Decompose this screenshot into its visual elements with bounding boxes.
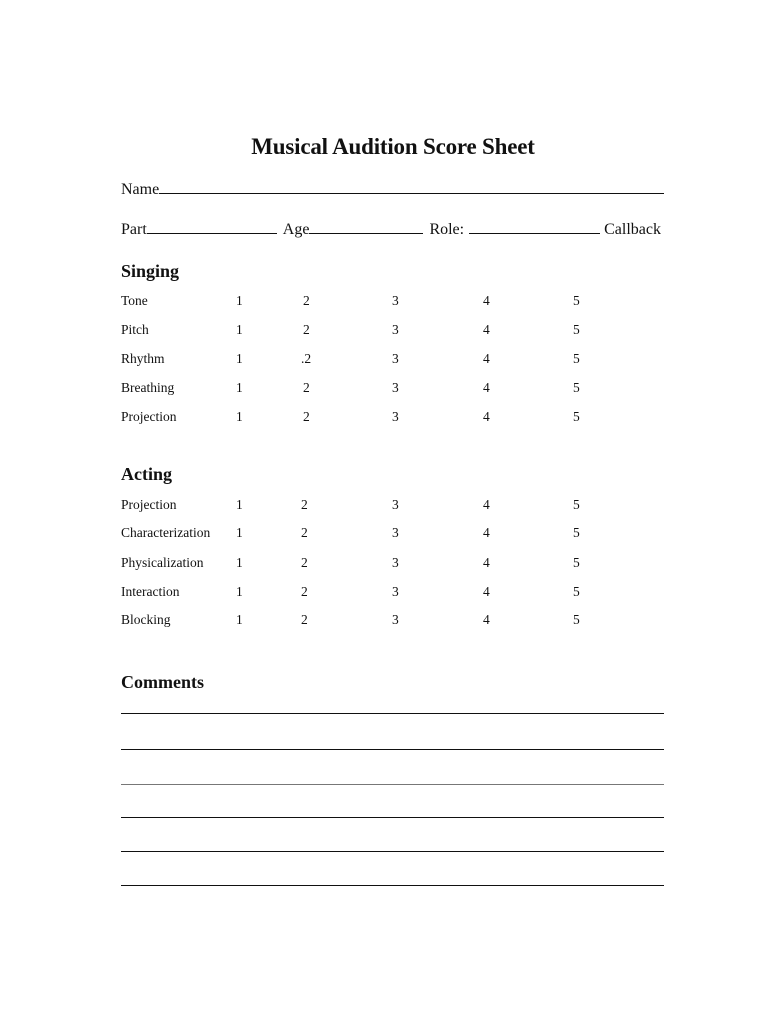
score-option[interactable]: 5	[573, 380, 580, 395]
score-option[interactable]: 3	[392, 497, 399, 512]
score-option[interactable]: 1	[236, 380, 243, 395]
score-option[interactable]: 2	[303, 380, 310, 395]
role-label: Role:	[429, 221, 465, 238]
score-option[interactable]: 4	[483, 380, 490, 395]
score-row	[121, 612, 591, 630]
criterion-label: Tone	[121, 293, 148, 308]
score-option[interactable]: 2	[301, 612, 308, 627]
score-option[interactable]: 5	[573, 555, 580, 570]
score-option[interactable]: 4	[483, 612, 490, 627]
criterion-label: Rhythm	[121, 351, 165, 366]
score-row	[121, 293, 591, 311]
criterion-label: Blocking	[121, 612, 171, 627]
score-option[interactable]: 2	[301, 555, 308, 570]
criterion-label: Interaction	[121, 584, 180, 599]
score-row	[121, 380, 591, 398]
age-blank-line[interactable]	[309, 232, 423, 234]
comment-line[interactable]	[121, 749, 664, 750]
score-option[interactable]: 2	[301, 525, 308, 540]
criterion-label: Pitch	[121, 322, 149, 337]
section-heading-acting: Acting	[121, 464, 172, 484]
comment-line[interactable]	[121, 851, 664, 852]
score-option[interactable]: 1	[236, 409, 243, 424]
score-option[interactable]: 2	[303, 293, 310, 308]
score-option[interactable]: 1	[236, 351, 243, 366]
score-option[interactable]: 5	[573, 409, 580, 424]
score-option[interactable]: 3	[392, 293, 399, 308]
score-option[interactable]: 5	[573, 322, 580, 337]
score-option[interactable]: 5	[573, 612, 580, 627]
comment-line[interactable]	[121, 713, 664, 714]
score-option[interactable]: 1	[236, 322, 243, 337]
part-age-role-row	[121, 221, 664, 239]
score-option[interactable]: 4	[483, 409, 490, 424]
criterion-label: Breathing	[121, 380, 175, 395]
score-row	[121, 525, 591, 543]
score-option[interactable]: 3	[392, 322, 399, 337]
score-option[interactable]: 3	[392, 380, 399, 395]
score-option[interactable]: 4	[483, 584, 490, 599]
score-option[interactable]: 2	[301, 497, 308, 512]
section-heading-comments: Comments	[121, 672, 204, 692]
criterion-label: Characterization	[121, 525, 211, 540]
score-option[interactable]: 5	[573, 351, 580, 366]
score-row	[121, 322, 591, 340]
score-option[interactable]: 1	[236, 555, 243, 570]
score-row	[121, 351, 591, 369]
score-option[interactable]: 2	[301, 584, 308, 599]
score-option[interactable]: 4	[483, 497, 490, 512]
score-option[interactable]: 4	[483, 322, 490, 337]
part-blank-line[interactable]	[147, 232, 277, 234]
score-option[interactable]: 5	[573, 497, 580, 512]
age-label: Age	[282, 221, 310, 238]
score-option[interactable]: 3	[392, 525, 399, 540]
section-heading-singing: Singing	[121, 261, 180, 281]
score-option[interactable]: 4	[483, 525, 490, 540]
score-option[interactable]: 3	[392, 409, 399, 424]
comment-line[interactable]	[121, 784, 664, 785]
criterion-label: Projection	[121, 497, 177, 512]
score-row	[121, 555, 591, 573]
role-blank-line[interactable]	[469, 232, 600, 234]
name-label: Name	[121, 181, 160, 198]
score-option[interactable]: 5	[573, 525, 580, 540]
page-title: Musical Audition Score Sheet	[251, 134, 535, 159]
score-option[interactable]: 5	[573, 293, 580, 308]
score-option[interactable]: 3	[392, 351, 399, 366]
score-option[interactable]: 3	[392, 555, 399, 570]
score-option[interactable]: 4	[483, 351, 490, 366]
score-option[interactable]: .2	[301, 351, 312, 366]
score-option[interactable]: 1	[236, 584, 243, 599]
name-field-row	[121, 181, 664, 199]
callback-label: Callback	[604, 221, 661, 238]
score-option[interactable]: 3	[392, 584, 399, 599]
criterion-label: Physicalization	[121, 555, 204, 570]
score-option[interactable]: 4	[483, 293, 490, 308]
score-row	[121, 497, 591, 515]
score-option[interactable]: 1	[236, 497, 243, 512]
score-option[interactable]: 1	[236, 293, 243, 308]
score-option[interactable]: 2	[303, 322, 310, 337]
score-row	[121, 409, 591, 427]
score-option[interactable]: 4	[483, 555, 490, 570]
part-label: Part	[121, 221, 147, 238]
score-option[interactable]: 2	[303, 409, 310, 424]
comment-line[interactable]	[121, 817, 664, 818]
score-row	[121, 584, 591, 602]
comment-line[interactable]	[121, 885, 664, 886]
name-blank-line[interactable]	[159, 192, 664, 194]
criterion-label: Projection	[121, 409, 177, 424]
score-option[interactable]: 1	[236, 612, 243, 627]
score-option[interactable]: 3	[392, 612, 399, 627]
score-option[interactable]: 5	[573, 584, 580, 599]
score-option[interactable]: 1	[236, 525, 243, 540]
